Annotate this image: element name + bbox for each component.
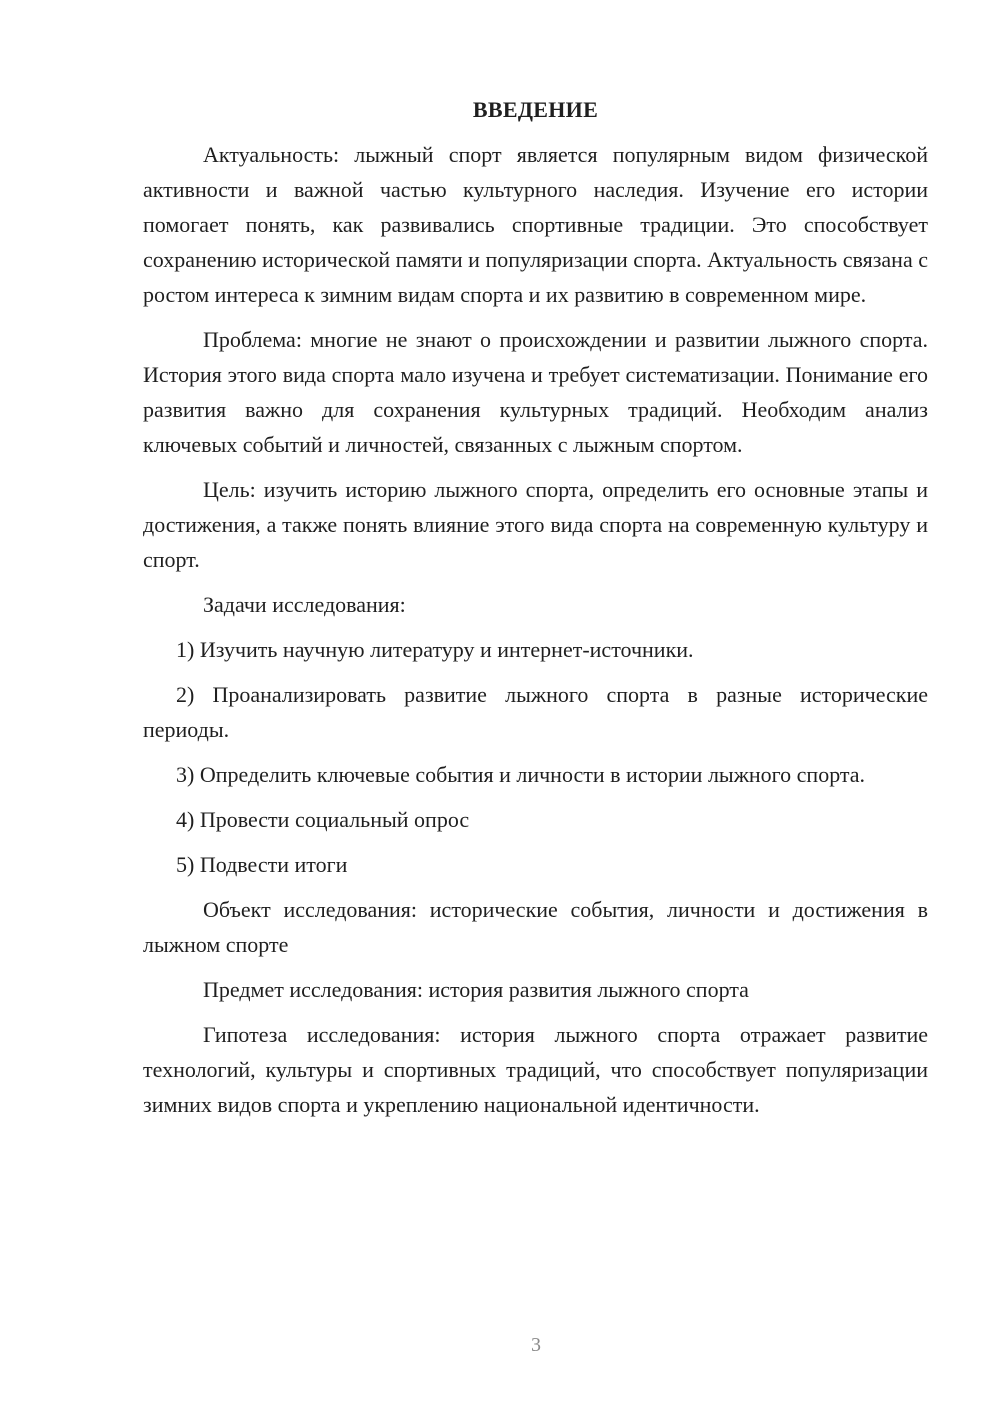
task-item-5: 5) Подвести итоги	[176, 852, 348, 877]
goal-paragraph: Цель: изучить историю лыжного спорта, определить его основные этапы и достижения, а также понять влияние этого вида спорта на современную культуру и спорт.	[143, 477, 928, 572]
problem-paragraph: Проблема: многие не знают о происхождении и развитии лыжного спорта. История этого вида спорта мало изучена и требует систематизации. Понимание его развития важно для сохранения культурных традиций. Необходим анализ ключевых событий и личностей, связанных с лыжным спортом.	[143, 327, 928, 457]
page-number: 3	[531, 1334, 541, 1356]
page-content	[143, 92, 928, 1132]
task-item-2: 2) Проанализировать развитие лыжного спорта в разные исторические периоды.	[143, 682, 928, 742]
relevance-paragraph: Актуальность: лыжный спорт является популярным видом физической активности и важной частью культурного наследия. Изучение его истории помогает понять, как развивались спортивные традиции. Это способствует сохранению исторической памяти и популяризации спорта. Актуальность связана с ростом интереса к зимним видам спорта и их развитию в современном мире.	[143, 142, 928, 307]
subject-paragraph: Предмет исследования: история развития лыжного спорта	[203, 977, 749, 1002]
hypothesis-paragraph: Гипотеза исследования: история лыжного спорта отражает развитие технологий, культуры и спортивных традиций, что способствует популяризации зимних видов спорта и укреплению национальной идентичности.	[143, 1022, 928, 1117]
task-item-4: 4) Провести социальный опрос	[176, 807, 470, 832]
page-title: ВВЕДЕНИЕ	[472, 97, 599, 122]
tasks-heading: Задачи исследования:	[203, 592, 406, 617]
task-item-1: 1) Изучить научную литературу и интернет-источники.	[176, 637, 694, 662]
task-item-3: 3) Определить ключевые события и личности в истории лыжного спорта.	[176, 762, 866, 787]
object-paragraph: Объект исследования: исторические события, личности и достижения в лыжном спорте	[143, 897, 928, 957]
